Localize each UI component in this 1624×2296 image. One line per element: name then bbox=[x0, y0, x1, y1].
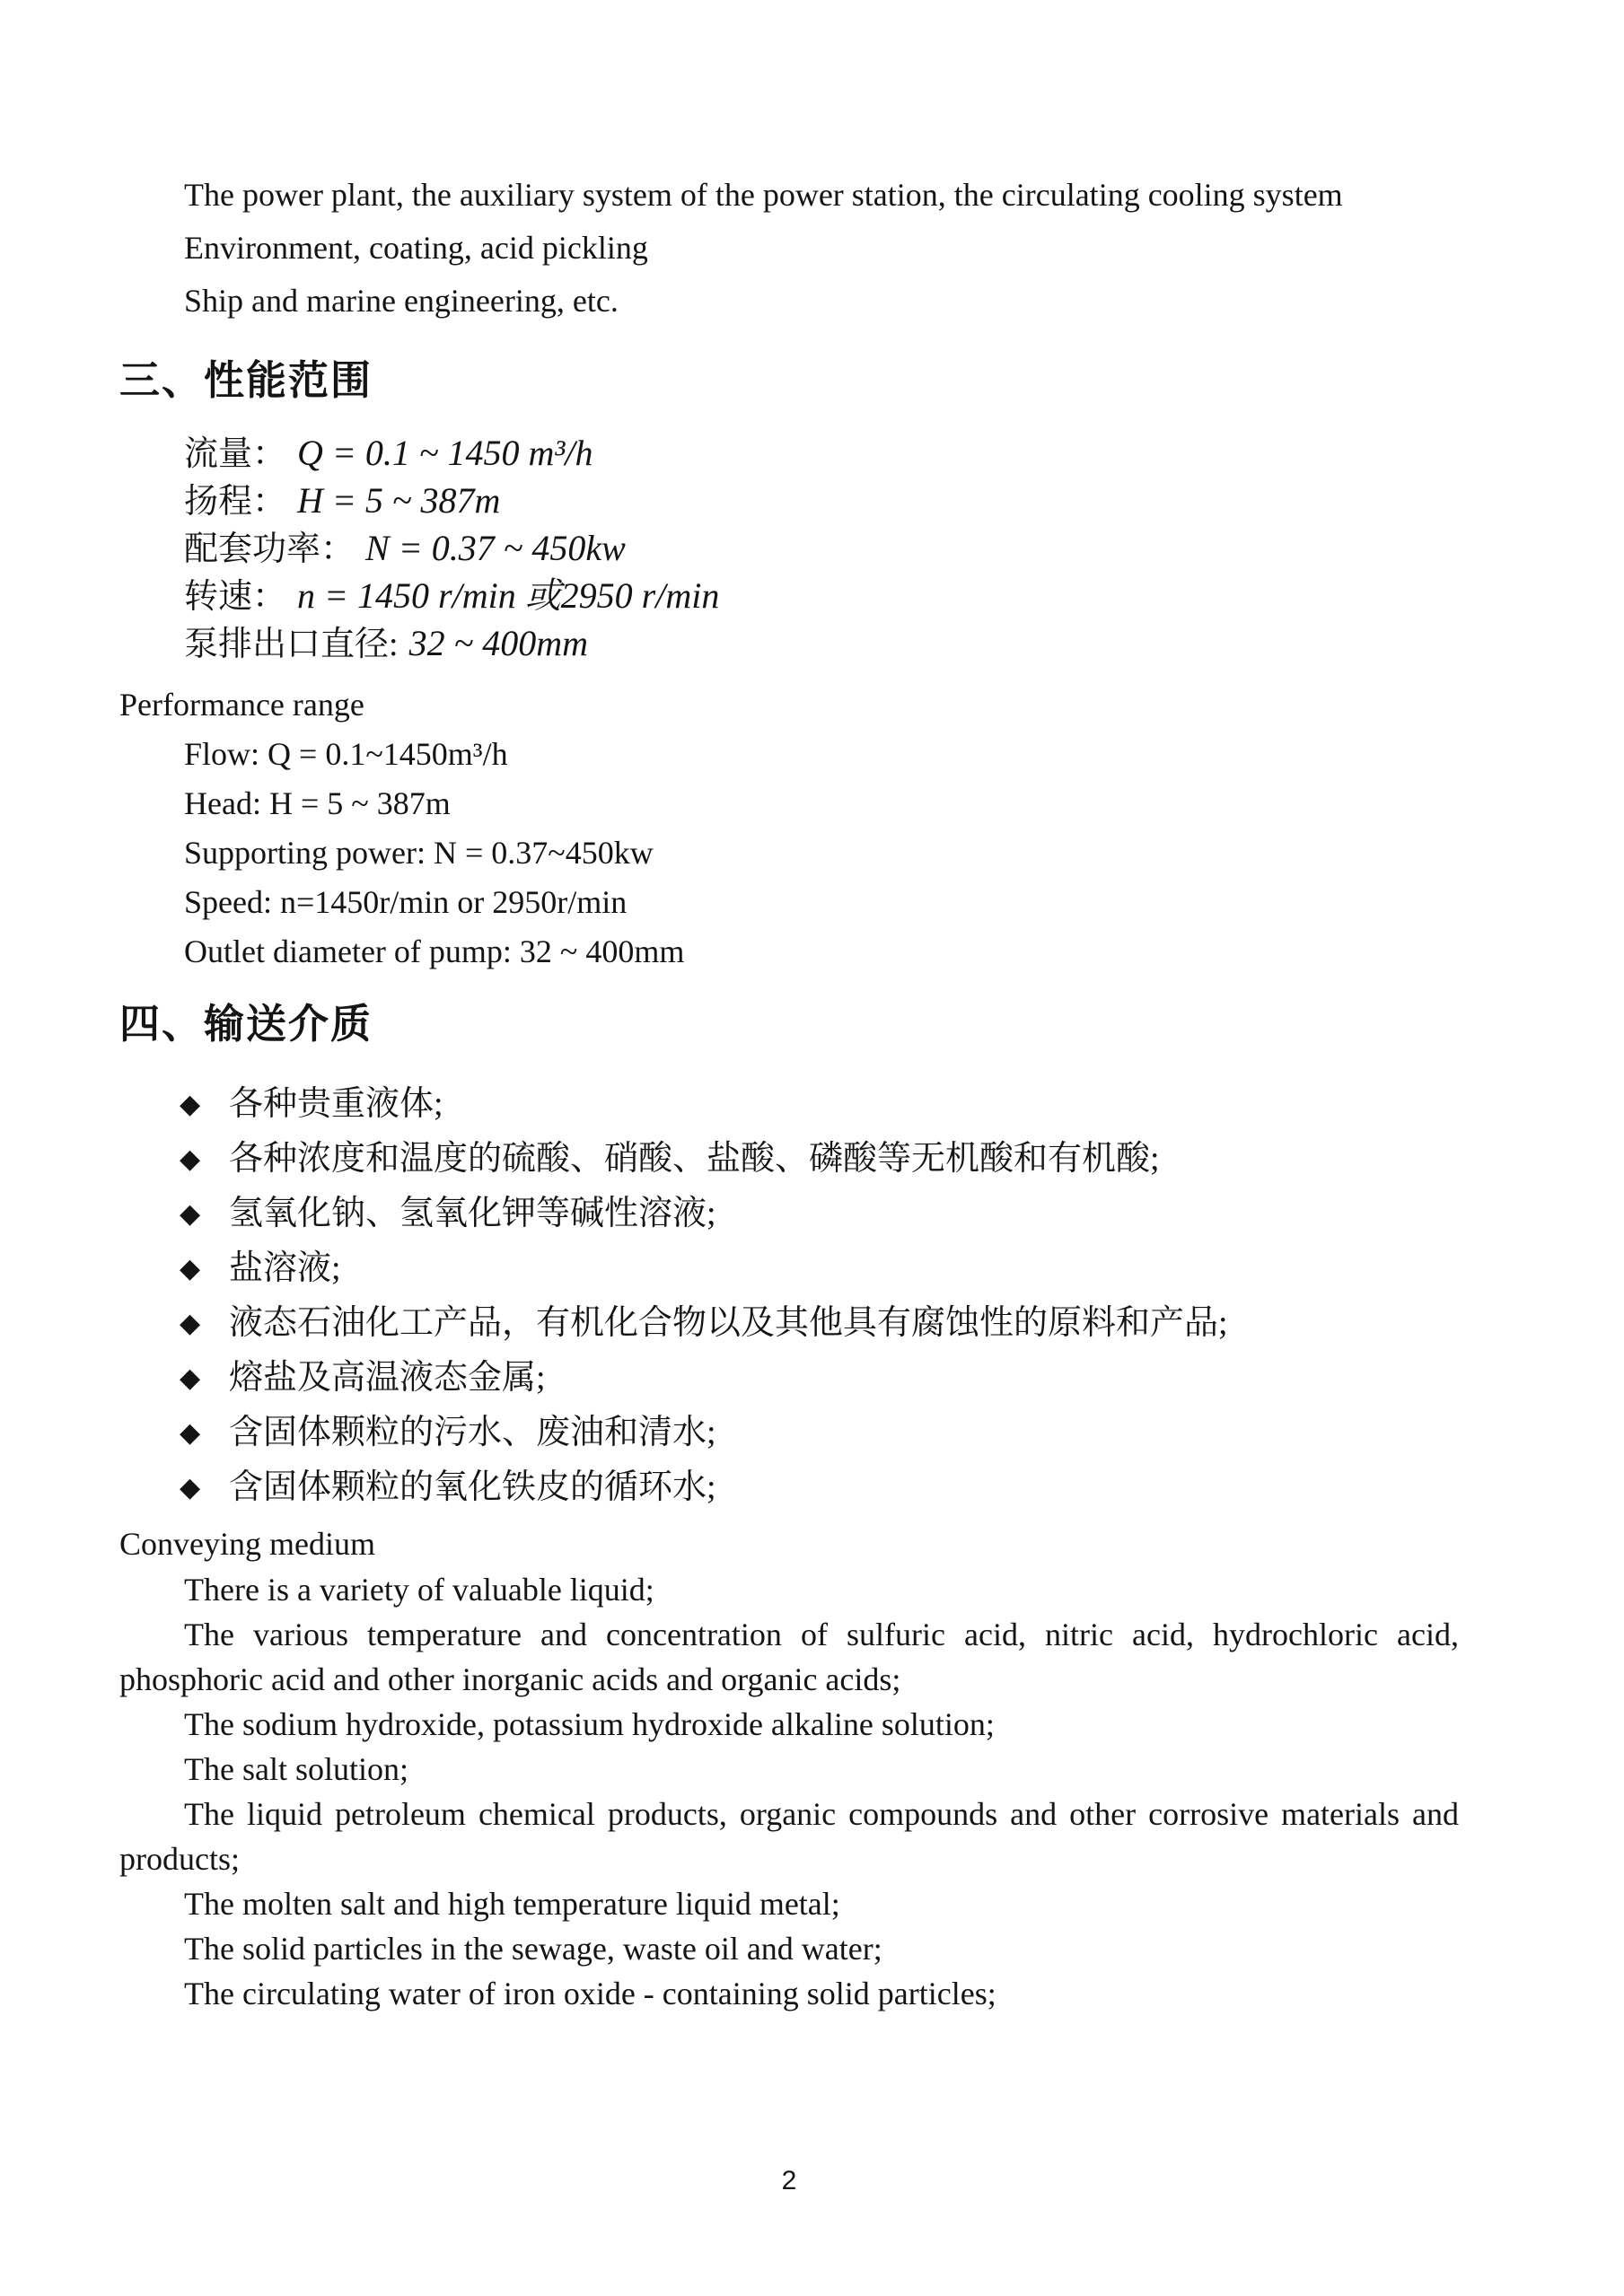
diamond-bullet-icon: ◆ bbox=[180, 1253, 201, 1284]
bullet-text: 液态石油化工产品，有机化合物以及其他具有腐蚀性的原料和产品; bbox=[229, 1304, 1228, 1342]
spec-head-en: Head: H = 5 ~ 387m bbox=[184, 785, 451, 821]
diamond-bullet-icon: ◆ bbox=[180, 1089, 201, 1120]
bullet-text: 各种浓度和温度的硫酸、硝酸、盐酸、磷酸等无机酸和有机酸; bbox=[229, 1140, 1160, 1178]
spec-head-cn bbox=[184, 478, 1459, 525]
bullet-text: 盐溶液; bbox=[229, 1249, 341, 1287]
spec-flow-formula: Q = 0.1 ~ 1450 m³/h bbox=[297, 433, 593, 473]
bullet-item bbox=[180, 1460, 1459, 1515]
paragraph-line: The various temperature and concentration of sulfuric acid, nitric acid, hydrochloric acid, bbox=[184, 1617, 1459, 1652]
section3-heading: 三、性能范围 bbox=[119, 358, 373, 403]
diamond-bullet-icon: ◆ bbox=[180, 1363, 201, 1394]
page-content bbox=[119, 0, 1459, 2016]
bullet-item bbox=[180, 1187, 1459, 1241]
intro-line-1: The power plant, the auxiliary system of the power station, the circulating cooling system bbox=[184, 177, 1343, 213]
diamond-bullet-icon: ◆ bbox=[180, 1144, 201, 1175]
bullet-item bbox=[180, 1351, 1459, 1406]
paragraph-line: There is a variety of valuable liquid; bbox=[184, 1572, 654, 1608]
spec-speed-formula: n = 1450 r/min 或2950 r/min bbox=[297, 575, 720, 616]
bullet-item bbox=[180, 1132, 1459, 1187]
bullet-item bbox=[180, 1296, 1459, 1351]
spec-head-label: 扬程： bbox=[184, 483, 287, 521]
conveying-medium-heading: Conveying medium bbox=[119, 1526, 375, 1562]
intro-line-3: Ship and marine engineering, etc. bbox=[184, 283, 619, 319]
page-number: 2 bbox=[781, 2166, 797, 2195]
paragraph-line: The sodium hydroxide, potassium hydroxide alkaline solution; bbox=[184, 1706, 995, 1742]
paragraph-line: The salt solution; bbox=[184, 1751, 408, 1787]
bullet-text: 含固体颗粒的污水、废油和清水; bbox=[229, 1414, 716, 1451]
intro-line-2: Environment, coating, acid pickling bbox=[184, 230, 648, 266]
en-specs-block bbox=[119, 730, 1459, 977]
cn-specs-block bbox=[119, 430, 1459, 668]
diamond-bullet-icon: ◆ bbox=[180, 1198, 201, 1230]
spec-outlet-en: Outlet diameter of pump: 32 ~ 400mm bbox=[184, 933, 685, 969]
paragraph-line: The circulating water of iron oxide - containing solid particles; bbox=[184, 1976, 996, 2011]
spec-flow-cn bbox=[184, 430, 1459, 478]
spec-power-label: 配套功率： bbox=[184, 530, 356, 568]
diamond-bullet-icon: ◆ bbox=[180, 1417, 201, 1449]
spec-speed-en: Speed: n=1450r/min or 2950r/min bbox=[184, 884, 628, 920]
spec-outlet-formula: 32 ~ 400mm bbox=[408, 623, 588, 663]
spec-flow-label: 流量： bbox=[184, 435, 287, 473]
diamond-bullet-icon: ◆ bbox=[180, 1472, 201, 1503]
section4-heading: 四、输送介质 bbox=[119, 1002, 373, 1047]
spec-power-cn bbox=[184, 525, 1459, 573]
paragraph-line: The molten salt and high temperature liquid metal; bbox=[184, 1886, 840, 1922]
cn-bullet-list bbox=[119, 1077, 1459, 1515]
spec-outlet-label: 泵排出口直径: bbox=[184, 626, 399, 663]
bullet-text: 氢氧化钠、氢氧化钾等碱性溶液; bbox=[229, 1195, 716, 1232]
spec-outlet-cn bbox=[184, 620, 1459, 668]
spec-power-en: Supporting power: N = 0.37~450kw bbox=[184, 835, 654, 871]
paragraph-line: The solid particles in the sewage, waste oil and water; bbox=[184, 1931, 882, 1967]
spec-flow-en: Flow: Q = 0.1~1450m³/h bbox=[184, 736, 508, 772]
bullet-item bbox=[180, 1241, 1459, 1296]
bullet-item bbox=[180, 1077, 1459, 1132]
bullet-text: 含固体颗粒的氧化铁皮的循环水; bbox=[229, 1468, 716, 1506]
performance-range-heading: Performance range bbox=[119, 687, 364, 723]
spec-head-formula: H = 5 ~ 387m bbox=[297, 480, 501, 521]
spec-speed-label: 转速： bbox=[184, 578, 287, 616]
spec-power-formula: N = 0.37 ~ 450kw bbox=[365, 528, 626, 568]
en-paragraphs-block bbox=[119, 1567, 1459, 2016]
bullet-text: 熔盐及高温液态金属; bbox=[229, 1359, 546, 1397]
diamond-bullet-icon: ◆ bbox=[180, 1308, 201, 1339]
paragraph-line: phosphoric acid and other inorganic acids and organic acids; bbox=[119, 1661, 901, 1697]
spec-speed-cn bbox=[184, 573, 1459, 620]
paragraph-line: products; bbox=[119, 1841, 240, 1877]
bullet-text: 各种贵重液体; bbox=[229, 1085, 443, 1123]
paragraph-line: The liquid petroleum chemical products, organic compounds and other corrosive materials and bbox=[184, 1796, 1459, 1832]
bullet-item bbox=[180, 1406, 1459, 1460]
